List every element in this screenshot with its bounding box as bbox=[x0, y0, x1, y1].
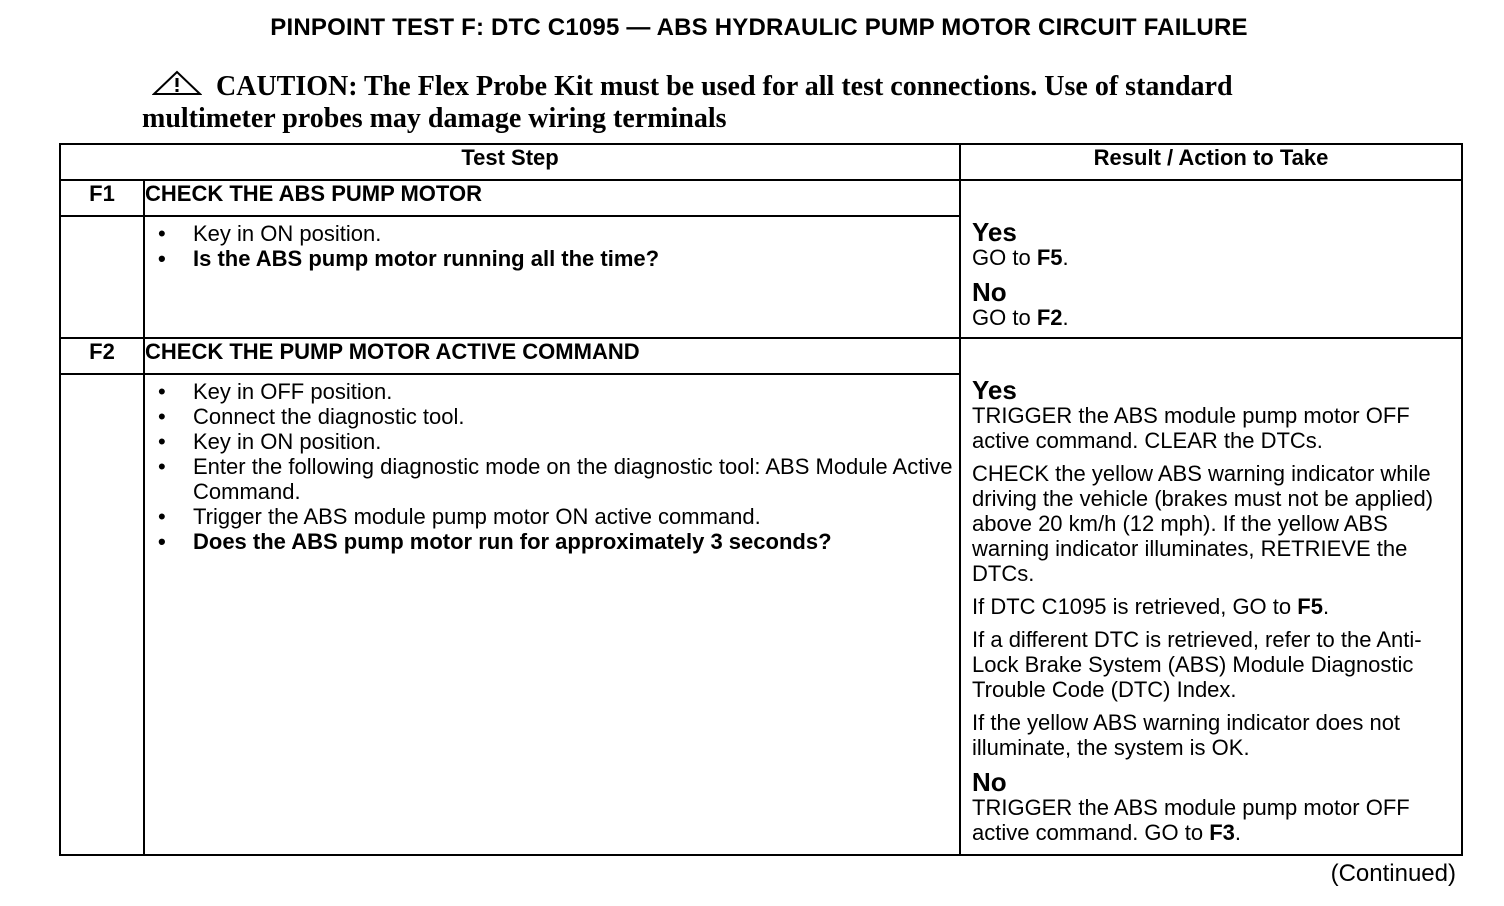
step-bullet: • Connect the diagnostic tool. bbox=[145, 404, 959, 429]
warning-triangle-icon bbox=[152, 70, 202, 103]
result-text: If a different DTC is retrieved, refer to the Anti-Lock Brake System (ABS) Module Diagnostic Trouble Code (DTC) Index. bbox=[972, 627, 1422, 702]
step-id-f1: F1 bbox=[60, 180, 144, 216]
step-title-f2: CHECK THE PUMP MOTOR ACTIVE COMMAND bbox=[144, 338, 960, 374]
step-question: • Does the ABS pump motor run for approximately 3 seconds? bbox=[145, 529, 959, 554]
result-text: CHECK the yellow ABS warning indicator while driving the vehicle (brakes must not be applied) above 20 km/h (12 mph). If the yellow ABS warning indicator illuminates, RETRIEVE the DTCs. bbox=[972, 461, 1434, 586]
header-test-step: Test Step bbox=[60, 144, 960, 180]
step-ref-link[interactable]: F5 bbox=[1297, 594, 1323, 619]
result-f2: Yes TRIGGER the ABS module pump motor OFF active command. CLEAR the DTCs. CHECK the yellow ABS warning indicator while driving the vehicle (brakes must not be applied) above 20 km/h (12 mph). If the yellow ABS warning indicator illuminates, RETRIEVE the DTCs. If DTC C1095 is retrieved, GO to F5. If a different DTC is retrieved, refer to the Anti-Lock Brake System (ABS) Module Diagnostic Trouble Code (DTC) Index. If the yellow ABS warning indicator does not illuminate, the system is OK. No TRIGGER the ABS module pump motor OFF active command. GO to F3. bbox=[960, 338, 1462, 855]
step-spacer bbox=[60, 216, 144, 338]
step-ref-link[interactable]: F3 bbox=[1209, 820, 1235, 845]
result-text: If DTC C1095 is retrieved, GO to bbox=[972, 594, 1298, 619]
step-ref-link[interactable]: F5 bbox=[1036, 245, 1063, 270]
result-text: GO to bbox=[972, 245, 1037, 270]
pinpoint-test-table bbox=[59, 143, 1463, 856]
step-bullet: • Enter the following diagnostic mode on the diagnostic tool: ABS Module Active Command. bbox=[145, 454, 959, 504]
step-title-f1: CHECK THE ABS PUMP MOTOR bbox=[144, 180, 960, 216]
result-text: GO to bbox=[972, 305, 1037, 330]
step-body-f1 bbox=[144, 216, 960, 338]
result-text: TRIGGER the ABS module pump motor OFF active command. GO to bbox=[972, 795, 1410, 845]
step-bullet: • Key in ON position. bbox=[145, 221, 959, 246]
result-text: TRIGGER the ABS module pump motor OFF active command. CLEAR the DTCs. bbox=[972, 403, 1410, 453]
header-result-action: Result / Action to Take bbox=[960, 144, 1462, 180]
result-text: If the yellow ABS warning indicator does not illuminate, the system is OK. bbox=[972, 710, 1401, 760]
step-bullet: • Key in OFF position. bbox=[145, 379, 959, 404]
result-f1: Yes GO to F5. No GO to F2. bbox=[960, 180, 1462, 338]
caution-note bbox=[142, 70, 1272, 134]
step-spacer bbox=[60, 374, 144, 855]
yes-label: Yes bbox=[972, 217, 1017, 247]
step-bullet: • Trigger the ABS module pump motor ON active command. bbox=[145, 504, 959, 529]
step-bullet: • Key in ON position. bbox=[145, 429, 959, 454]
caution-text: CAUTION: The Flex Probe Kit must be used for all test connections. Use of standard multimeter probes may damage wiring terminals bbox=[142, 71, 1233, 134]
no-label: No bbox=[972, 277, 1007, 307]
step-question: • Is the ABS pump motor running all the time? bbox=[145, 246, 959, 271]
no-label: No bbox=[972, 767, 1007, 797]
continued-label: (Continued) bbox=[1330, 860, 1456, 887]
step-id-f2: F2 bbox=[60, 338, 144, 374]
yes-label: Yes bbox=[972, 375, 1017, 405]
step-body-f2 bbox=[144, 374, 960, 855]
step-ref-link[interactable]: F2 bbox=[1036, 305, 1063, 330]
page-title: PINPOINT TEST F: DTC C1095 — ABS HYDRAULIC PUMP MOTOR CIRCUIT FAILURE bbox=[270, 14, 1248, 41]
